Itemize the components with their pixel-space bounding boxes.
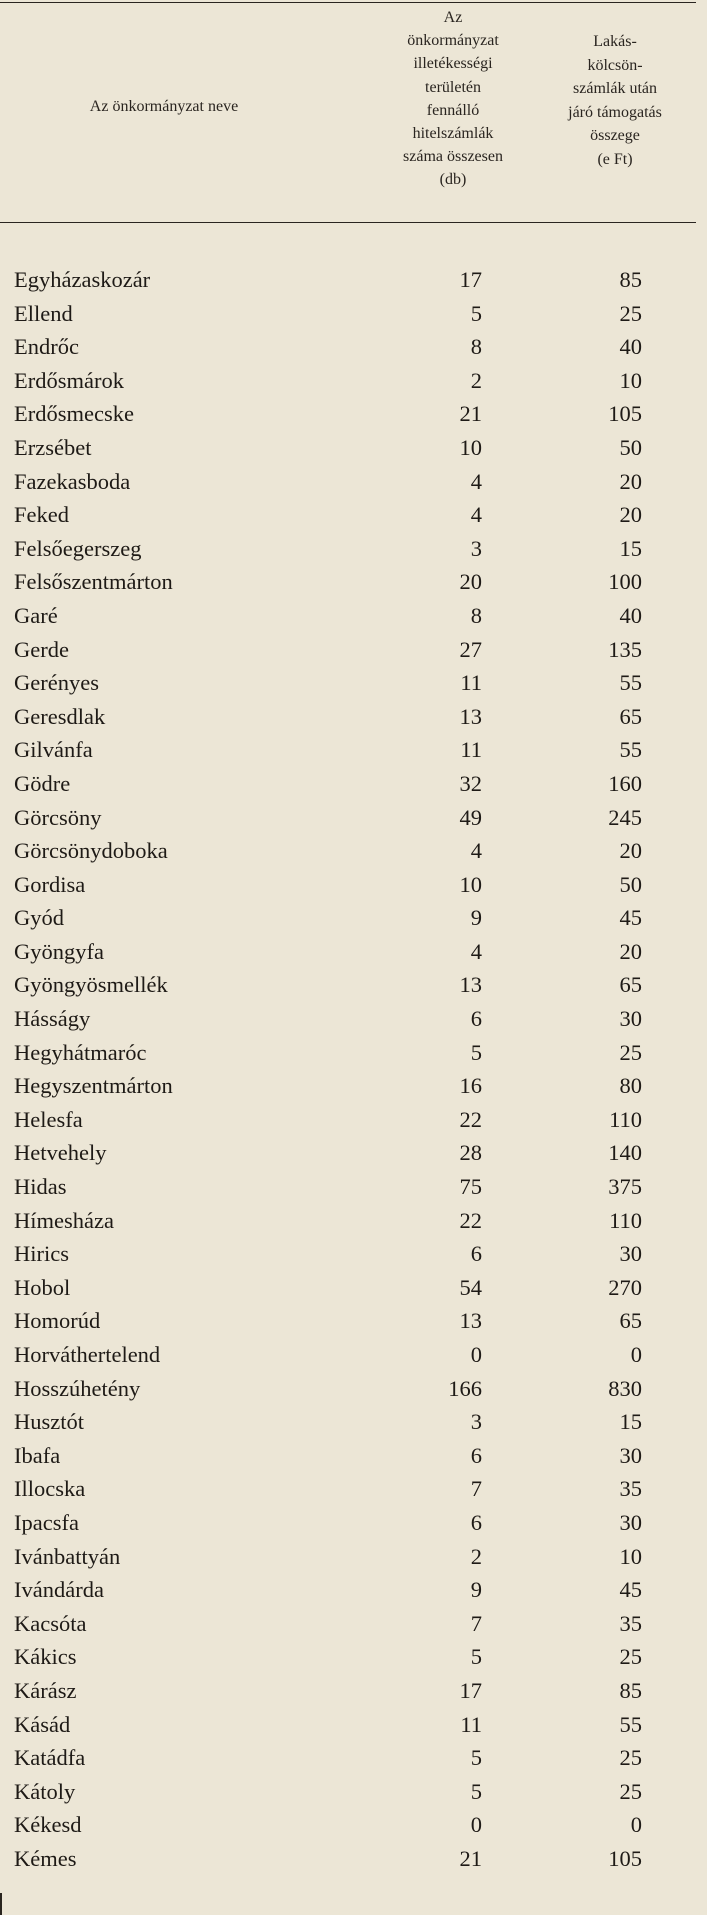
credit-account-count: 22 bbox=[459, 1106, 482, 1132]
left-edge-rule bbox=[0, 1893, 2, 1915]
credit-account-count: 17 bbox=[459, 1677, 482, 1703]
municipality-name: Hásságy bbox=[14, 1006, 91, 1032]
support-amount: 110 bbox=[609, 1106, 642, 1132]
support-amount: 25 bbox=[619, 1644, 642, 1670]
municipality-name: Kárász bbox=[14, 1677, 77, 1703]
support-amount: 30 bbox=[619, 1006, 642, 1032]
table-row bbox=[0, 1204, 707, 1238]
support-amount: 160 bbox=[608, 770, 642, 796]
table-row bbox=[0, 1237, 707, 1271]
table-row bbox=[0, 431, 707, 465]
header-support-line: számlák után bbox=[573, 80, 657, 97]
municipality-name: Gerényes bbox=[14, 670, 99, 696]
credit-account-count: 11 bbox=[460, 1711, 482, 1737]
credit-account-count: 20 bbox=[459, 569, 482, 595]
support-amount: 10 bbox=[619, 367, 642, 393]
credit-account-count: 6 bbox=[470, 1509, 482, 1535]
support-amount: 135 bbox=[608, 636, 642, 662]
table-row bbox=[0, 498, 707, 532]
support-amount: 110 bbox=[609, 1207, 642, 1233]
credit-account-count: 8 bbox=[470, 334, 482, 360]
municipality-name: Ivándárda bbox=[14, 1577, 104, 1603]
credit-account-count: 7 bbox=[470, 1610, 482, 1636]
header-support-column bbox=[536, 30, 694, 171]
credit-account-count: 17 bbox=[459, 267, 482, 292]
credit-account-count: 5 bbox=[470, 1745, 482, 1771]
table-row bbox=[0, 633, 707, 667]
support-amount: 40 bbox=[619, 602, 642, 628]
table-row bbox=[0, 1405, 707, 1439]
table-row bbox=[0, 1170, 707, 1204]
support-amount: 140 bbox=[608, 1140, 642, 1166]
municipality-name: Erdősmecske bbox=[14, 401, 134, 427]
table-row bbox=[0, 834, 707, 868]
table-row bbox=[0, 1439, 707, 1473]
table-row bbox=[0, 868, 707, 902]
table-row bbox=[0, 532, 707, 566]
table-row bbox=[0, 1372, 707, 1406]
header-count-line: területén bbox=[425, 78, 481, 96]
table-row bbox=[0, 1741, 707, 1775]
credit-account-count: 16 bbox=[459, 1073, 482, 1099]
support-amount: 20 bbox=[619, 938, 642, 964]
header-count-line: száma összesen bbox=[403, 148, 503, 166]
municipality-name: Fazekasboda bbox=[14, 468, 131, 494]
support-amount: 45 bbox=[619, 905, 642, 931]
table-row bbox=[0, 1002, 707, 1036]
table-row bbox=[0, 700, 707, 734]
municipality-name: Katádfa bbox=[14, 1745, 86, 1771]
credit-account-count: 6 bbox=[470, 1006, 482, 1032]
support-amount: 830 bbox=[608, 1375, 642, 1401]
credit-account-count: 2 bbox=[470, 367, 482, 393]
support-amount: 25 bbox=[619, 1745, 642, 1771]
support-amount: 105 bbox=[608, 401, 642, 427]
municipality-name: Kékesd bbox=[14, 1812, 82, 1838]
table-row bbox=[0, 1674, 707, 1708]
credit-account-count: 11 bbox=[460, 670, 482, 696]
municipality-name: Gyód bbox=[14, 905, 64, 931]
table-row bbox=[0, 1069, 707, 1103]
municipality-name: Hegyszentmárton bbox=[14, 1073, 173, 1099]
municipality-name: Hímesháza bbox=[14, 1207, 114, 1233]
credit-account-count: 7 bbox=[470, 1476, 482, 1502]
support-amount: 20 bbox=[619, 468, 642, 494]
table-body bbox=[0, 263, 707, 1876]
support-amount: 35 bbox=[619, 1610, 642, 1636]
table-row bbox=[0, 397, 707, 431]
support-amount: 375 bbox=[608, 1174, 642, 1200]
support-amount: 30 bbox=[619, 1442, 642, 1468]
table-row bbox=[0, 330, 707, 364]
credit-account-count: 13 bbox=[459, 972, 482, 998]
municipality-name: Ipacsfa bbox=[14, 1509, 79, 1535]
municipality-name: Kacsóta bbox=[14, 1610, 87, 1636]
municipality-name: Hidas bbox=[14, 1174, 67, 1200]
header-count-line: fennálló bbox=[426, 101, 480, 119]
municipality-name: Gerde bbox=[14, 636, 69, 662]
credit-account-count: 5 bbox=[470, 1644, 482, 1670]
municipality-name: Kátoly bbox=[14, 1778, 76, 1804]
credit-account-count: 8 bbox=[470, 602, 482, 628]
credit-account-count: 0 bbox=[470, 1812, 482, 1838]
header-count-line: hitelszámlák bbox=[412, 125, 494, 143]
municipality-name: Görcsönydoboka bbox=[14, 838, 168, 864]
municipality-name: Geresdlak bbox=[14, 703, 106, 729]
header-support-line: kölcsön- bbox=[587, 56, 643, 74]
header-count-line: (db) bbox=[439, 171, 467, 189]
credit-account-count: 0 bbox=[470, 1342, 482, 1367]
header-count-column bbox=[368, 6, 538, 192]
credit-account-count: 28 bbox=[459, 1140, 482, 1166]
credit-account-count: 9 bbox=[470, 905, 482, 931]
municipality-name: Ibafa bbox=[14, 1442, 61, 1468]
municipality-name: Hobol bbox=[14, 1274, 71, 1300]
support-amount: 30 bbox=[619, 1241, 642, 1267]
support-amount: 270 bbox=[608, 1274, 642, 1300]
municipality-name: Hirics bbox=[14, 1241, 69, 1267]
municipality-name: Gilvánfa bbox=[14, 737, 93, 763]
support-amount: 50 bbox=[619, 871, 642, 897]
credit-account-count: 27 bbox=[459, 636, 482, 662]
support-amount: 55 bbox=[619, 737, 642, 763]
credit-account-count: 10 bbox=[459, 871, 482, 897]
table-row bbox=[0, 1607, 707, 1641]
header-count-line: illetékességi bbox=[413, 55, 493, 73]
municipality-name: Felsőegerszeg bbox=[14, 535, 142, 561]
support-amount: 25 bbox=[619, 1039, 642, 1065]
credit-account-count: 11 bbox=[460, 737, 482, 763]
credit-account-count: 4 bbox=[470, 938, 482, 964]
top-rule bbox=[0, 2, 696, 3]
table-row bbox=[0, 1540, 707, 1574]
credit-account-count: 166 bbox=[448, 1375, 482, 1401]
municipality-name: Hetvehely bbox=[14, 1140, 107, 1166]
municipality-name: Homorúd bbox=[14, 1308, 101, 1334]
municipality-name: Gyöngyfa bbox=[14, 938, 104, 964]
municipality-name: Kákics bbox=[14, 1644, 77, 1670]
support-amount: 0 bbox=[630, 1342, 642, 1367]
support-amount: 85 bbox=[619, 1677, 642, 1703]
municipality-name: Gordisa bbox=[14, 871, 86, 897]
support-amount: 0 bbox=[630, 1812, 642, 1838]
credit-account-count: 10 bbox=[459, 434, 482, 460]
credit-account-count: 32 bbox=[459, 770, 482, 796]
header-rule bbox=[0, 222, 696, 223]
municipality-name: Helesfa bbox=[14, 1106, 83, 1132]
credit-account-count: 13 bbox=[459, 703, 482, 729]
support-amount: 40 bbox=[619, 334, 642, 360]
credit-account-count: 5 bbox=[470, 300, 482, 326]
support-amount: 30 bbox=[619, 1509, 642, 1535]
support-amount: 45 bbox=[619, 1577, 642, 1603]
support-amount: 80 bbox=[619, 1073, 642, 1099]
credit-account-count: 4 bbox=[470, 502, 482, 528]
table-row bbox=[0, 1036, 707, 1070]
table-row bbox=[0, 733, 707, 767]
header-name-column bbox=[14, 95, 314, 119]
credit-account-count: 5 bbox=[470, 1778, 482, 1804]
support-amount: 55 bbox=[619, 1711, 642, 1737]
table-row bbox=[0, 263, 707, 297]
credit-account-count: 6 bbox=[470, 1442, 482, 1468]
credit-account-count: 2 bbox=[470, 1543, 482, 1569]
table-row bbox=[0, 1472, 707, 1506]
header-support-line: (e Ft) bbox=[597, 150, 633, 168]
support-amount: 20 bbox=[619, 838, 642, 864]
support-amount: 55 bbox=[619, 670, 642, 696]
header-support-line: összege bbox=[590, 127, 640, 144]
table-row bbox=[0, 1103, 707, 1137]
table-row bbox=[0, 1271, 707, 1305]
support-amount: 35 bbox=[619, 1476, 642, 1502]
header-support-line: járó támogatás bbox=[568, 103, 662, 121]
table-row bbox=[0, 1338, 707, 1372]
table-row bbox=[0, 767, 707, 801]
support-amount: 50 bbox=[619, 434, 642, 460]
table-row bbox=[0, 465, 707, 499]
support-amount: 15 bbox=[619, 1409, 642, 1435]
municipality-name: Hosszúhetény bbox=[14, 1375, 141, 1401]
support-amount: 105 bbox=[608, 1845, 642, 1871]
support-amount: 65 bbox=[619, 703, 642, 729]
table-row bbox=[0, 599, 707, 633]
table-row bbox=[0, 1573, 707, 1607]
table-row bbox=[0, 666, 707, 700]
credit-account-count: 13 bbox=[459, 1308, 482, 1334]
municipality-name: Kémes bbox=[14, 1845, 77, 1871]
municipality-name: Gödre bbox=[14, 770, 71, 796]
table-row bbox=[0, 1808, 707, 1842]
municipality-name: Feked bbox=[14, 502, 69, 528]
table-row bbox=[0, 1136, 707, 1170]
municipality-name: Egyházaskozár bbox=[14, 267, 151, 292]
table-row bbox=[0, 1708, 707, 1742]
header-count-line: Az bbox=[443, 9, 463, 26]
credit-account-count: 4 bbox=[470, 838, 482, 864]
support-amount: 85 bbox=[619, 267, 642, 292]
support-amount: 10 bbox=[619, 1543, 642, 1569]
credit-account-count: 6 bbox=[470, 1241, 482, 1267]
credit-account-count: 3 bbox=[470, 1409, 482, 1435]
credit-account-count: 9 bbox=[470, 1577, 482, 1603]
credit-account-count: 4 bbox=[470, 468, 482, 494]
header-count-line: önkormányzat bbox=[407, 32, 499, 50]
support-amount: 245 bbox=[608, 804, 642, 830]
municipality-name: Erzsébet bbox=[14, 434, 92, 460]
credit-account-count: 75 bbox=[459, 1174, 482, 1200]
table-row bbox=[0, 297, 707, 331]
support-amount: 25 bbox=[619, 1778, 642, 1804]
table-row bbox=[0, 364, 707, 398]
municipality-name: Kásád bbox=[14, 1711, 71, 1737]
municipality-name: Endrőc bbox=[14, 334, 79, 360]
credit-account-count: 5 bbox=[470, 1039, 482, 1065]
table-row bbox=[0, 901, 707, 935]
municipality-name: Garé bbox=[14, 602, 58, 628]
municipality-name: Horváthertelend bbox=[14, 1342, 161, 1367]
municipality-name: Felsőszentmárton bbox=[14, 569, 173, 595]
table-row bbox=[0, 935, 707, 969]
municipality-name: Ellend bbox=[14, 300, 73, 326]
credit-account-count: 3 bbox=[470, 535, 482, 561]
table-row bbox=[0, 565, 707, 599]
table-row bbox=[0, 1304, 707, 1338]
credit-account-count: 21 bbox=[459, 1845, 482, 1871]
municipality-name: Illocska bbox=[14, 1476, 86, 1502]
municipality-name: Gyöngyösmellék bbox=[14, 972, 168, 998]
table-row bbox=[0, 1506, 707, 1540]
header-name-label: Az önkormányzat neve bbox=[89, 98, 239, 115]
table-row bbox=[0, 1640, 707, 1674]
support-amount: 100 bbox=[608, 569, 642, 595]
support-amount: 15 bbox=[619, 535, 642, 561]
table-row bbox=[0, 801, 707, 835]
table-row bbox=[0, 1842, 707, 1876]
header-support-line: Lakás- bbox=[593, 33, 637, 50]
municipality-name: Husztót bbox=[14, 1409, 84, 1435]
municipality-name: Görcsöny bbox=[14, 804, 102, 830]
support-amount: 20 bbox=[619, 502, 642, 528]
credit-account-count: 54 bbox=[459, 1274, 482, 1300]
table-row bbox=[0, 968, 707, 1002]
table-row bbox=[0, 1775, 707, 1809]
credit-account-count: 49 bbox=[459, 804, 482, 830]
municipality-name: Ivánbattyán bbox=[14, 1543, 121, 1569]
municipality-name: Hegyhátmaróc bbox=[14, 1039, 147, 1065]
credit-account-count: 21 bbox=[459, 401, 482, 427]
municipality-name: Erdősmárok bbox=[14, 367, 124, 393]
credit-account-count: 22 bbox=[459, 1207, 482, 1233]
support-amount: 25 bbox=[619, 300, 642, 326]
support-amount: 65 bbox=[619, 972, 642, 998]
support-amount: 65 bbox=[619, 1308, 642, 1334]
